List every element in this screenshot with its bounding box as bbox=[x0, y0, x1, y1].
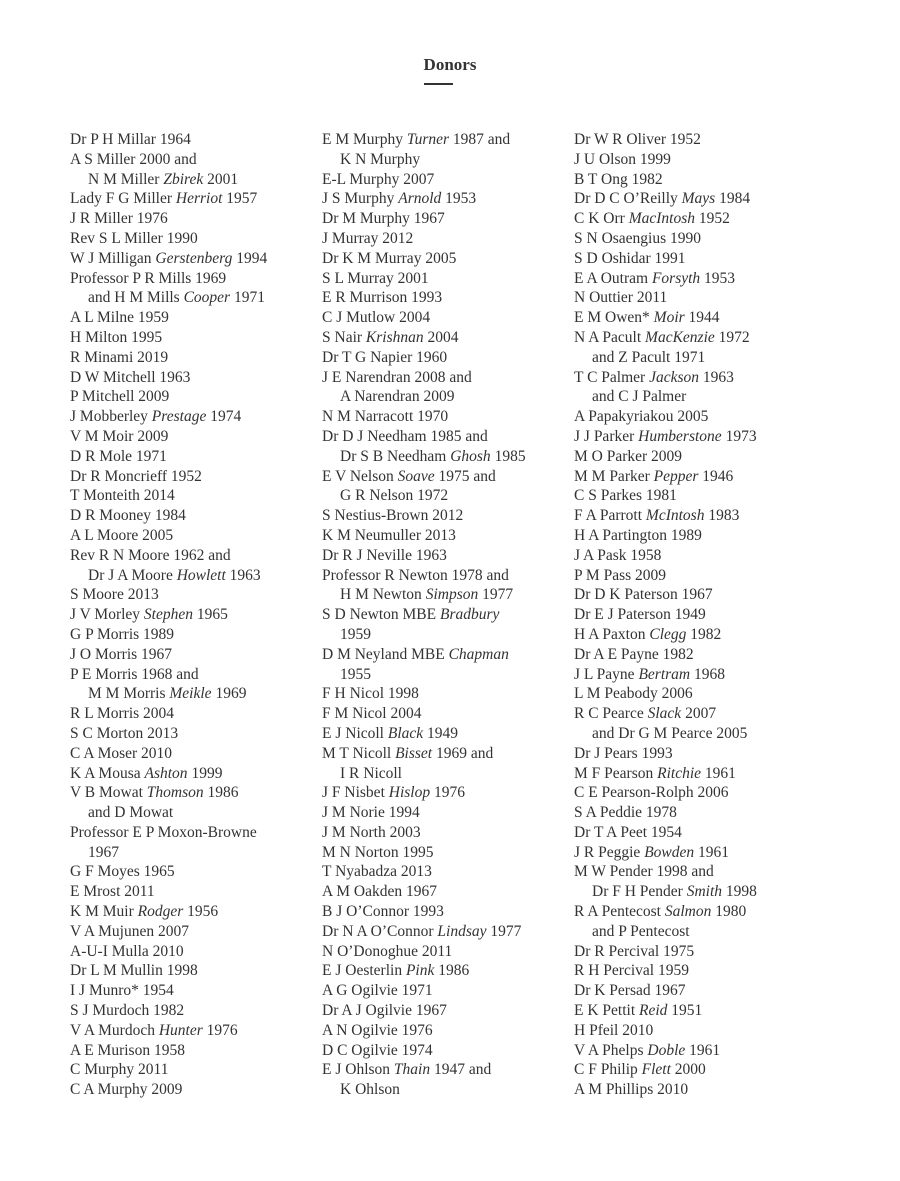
donor-entry: Dr M Murphy 1967 bbox=[322, 210, 445, 228]
donor-entry: V A Phelps Doble 1961 bbox=[574, 1041, 721, 1059]
donor-entry: Lady F G Miller Herriot 1957 bbox=[70, 190, 258, 208]
donor-entry: R L Morris 2004 bbox=[70, 705, 175, 723]
donor-entry: E J Ohlson Thain 1947 and bbox=[322, 1061, 492, 1079]
donor-entry: E K Pettit Reid 1951 bbox=[574, 1002, 703, 1020]
donor-entry-continuation: and Z Pacult 1971 bbox=[592, 348, 706, 366]
donor-column-3 bbox=[574, 130, 819, 1100]
donor-entry: N A Pacult MacKenzie 1972 bbox=[574, 328, 750, 346]
donor-entry: N O’Donoghue 2011 bbox=[322, 942, 453, 960]
donor-entry: R A Pentecost Salmon 1980 bbox=[574, 903, 747, 921]
donor-entry: S A Peddie 1978 bbox=[574, 804, 677, 822]
donor-entry: B T Ong 1982 bbox=[574, 170, 663, 188]
donor-entry: C E Pearson-Rolph 2006 bbox=[574, 784, 729, 802]
donor-entry-continuation: 1959 bbox=[340, 625, 371, 643]
donor-entry: S N Osaengius 1990 bbox=[574, 229, 702, 247]
donor-entry: D R Mole 1971 bbox=[70, 447, 167, 465]
donor-entry: M F Pearson Ritchie 1961 bbox=[574, 764, 736, 782]
donor-entry: N Outtier 2011 bbox=[574, 289, 668, 307]
donor-entry: K M Neumuller 2013 bbox=[322, 526, 456, 544]
donor-entry-continuation: G R Nelson 1972 bbox=[340, 487, 449, 505]
donor-entry-continuation: A Narendran 2009 bbox=[340, 388, 455, 406]
donor-entry: C A Murphy 2009 bbox=[70, 1081, 183, 1099]
donor-entry-continuation: and P Pentecost bbox=[592, 922, 690, 940]
donor-entry: C K Orr MacIntosh 1952 bbox=[574, 210, 730, 228]
donor-entry: B J O’Connor 1993 bbox=[322, 903, 444, 921]
donor-entry: Professor P R Mills 1969 bbox=[70, 269, 227, 287]
donor-entry: F A Parrott McIntosh 1983 bbox=[574, 507, 740, 525]
donor-entry: S D Oshidar 1991 bbox=[574, 249, 686, 267]
donor-entry: E A Outram Forsyth 1953 bbox=[574, 269, 736, 287]
donor-entry: C J Mutlow 2004 bbox=[322, 309, 431, 327]
donor-entry: Professor E P Moxon-Browne bbox=[70, 823, 257, 841]
donor-entry-continuation: and C J Palmer bbox=[592, 388, 687, 406]
donor-entry: N M Narracott 1970 bbox=[322, 408, 449, 426]
donor-entry: K A Mousa Ashton 1999 bbox=[70, 764, 223, 782]
donor-entry: Dr D C O’Reilly Mays 1984 bbox=[574, 190, 751, 208]
donor-entry: Professor R Newton 1978 and bbox=[322, 566, 509, 584]
donor-entry: A M Phillips 2010 bbox=[574, 1081, 689, 1099]
donor-entry: J M North 2003 bbox=[322, 823, 421, 841]
donor-entry-continuation: and Dr G M Pearce 2005 bbox=[592, 724, 748, 742]
donor-entry: E J Nicoll Black 1949 bbox=[322, 724, 459, 742]
donor-entry: Dr T G Napier 1960 bbox=[322, 348, 448, 366]
donor-entry: D W Mitchell 1963 bbox=[70, 368, 191, 386]
donor-entry-continuation: Dr F H Pender Smith 1998 bbox=[592, 883, 757, 901]
donor-entry: M M Parker Pepper 1946 bbox=[574, 467, 734, 485]
donor-entry: M W Pender 1998 and bbox=[574, 863, 714, 881]
donor-entry: S J Murdoch 1982 bbox=[70, 1002, 185, 1020]
donor-entry-continuation: I R Nicoll bbox=[340, 764, 402, 782]
donor-entry: F M Nicol 2004 bbox=[322, 705, 422, 723]
donor-entry: J S Murphy Arnold 1953 bbox=[322, 190, 477, 208]
donor-entry-continuation: H M Newton Simpson 1977 bbox=[340, 586, 514, 604]
donor-entry: F H Nicol 1998 bbox=[322, 685, 419, 703]
donor-entry: V A Murdoch Hunter 1976 bbox=[70, 1021, 238, 1039]
donor-entry: S Nair Krishnan 2004 bbox=[322, 328, 459, 346]
donor-entry: S L Murray 2001 bbox=[322, 269, 429, 287]
donor-entry: Dr J Pears 1993 bbox=[574, 744, 673, 762]
donor-entry: J E Narendran 2008 and bbox=[322, 368, 472, 386]
donor-entry: C Murphy 2011 bbox=[70, 1061, 169, 1079]
donor-entry: I J Munro* 1954 bbox=[70, 982, 174, 1000]
donor-entry: J J Parker Humberstone 1973 bbox=[574, 427, 757, 445]
donor-entry: J A Pask 1958 bbox=[574, 546, 662, 564]
donor-entry: M T Nicoll Bisset 1969 and bbox=[322, 744, 494, 762]
donor-entry: E V Nelson Soave 1975 and bbox=[322, 467, 496, 485]
donor-entry: Dr E J Paterson 1949 bbox=[574, 606, 706, 624]
donor-entry: G P Morris 1989 bbox=[70, 625, 175, 643]
donor-entry-continuation: N M Miller Zbirek 2001 bbox=[88, 170, 239, 188]
donor-entry: P Mitchell 2009 bbox=[70, 388, 170, 406]
donor-entry: S Moore 2013 bbox=[70, 586, 159, 604]
donor-entry: P E Morris 1968 and bbox=[70, 665, 199, 683]
donor-entry: S D Newton MBE Bradbury bbox=[322, 606, 500, 624]
donor-entry-continuation: K Ohlson bbox=[340, 1081, 400, 1099]
donor-entry: E R Murrison 1993 bbox=[322, 289, 443, 307]
donor-entry: T C Palmer Jackson 1963 bbox=[574, 368, 734, 386]
donor-entry: H A Partington 1989 bbox=[574, 526, 702, 544]
donor-entry: J V Morley Stephen 1965 bbox=[70, 606, 228, 624]
donor-column-2 bbox=[322, 130, 567, 1100]
donor-entry: Dr D K Paterson 1967 bbox=[574, 586, 713, 604]
donor-entry: A G Ogilvie 1971 bbox=[322, 982, 433, 1000]
donor-entry: E M Owen* Moir 1944 bbox=[574, 309, 720, 327]
donor-entry: R H Percival 1959 bbox=[574, 962, 689, 980]
donor-entry: E J Oesterlin Pink 1986 bbox=[322, 962, 470, 980]
donor-entry: H A Paxton Clegg 1982 bbox=[574, 625, 722, 643]
donor-entry: R Minami 2019 bbox=[70, 348, 169, 366]
donor-entry: C S Parkes 1981 bbox=[574, 487, 677, 505]
donor-entry-continuation: Dr J A Moore Howlett 1963 bbox=[88, 566, 261, 584]
donor-entry: Dr T A Peet 1954 bbox=[574, 823, 682, 841]
title-underline bbox=[424, 83, 453, 85]
donor-entry-continuation: M M Morris Meikle 1969 bbox=[88, 685, 247, 703]
donor-entry: Dr A J Ogilvie 1967 bbox=[322, 1002, 447, 1020]
donor-entry: H Milton 1995 bbox=[70, 328, 163, 346]
donor-entry: W J Milligan Gerstenberg 1994 bbox=[70, 249, 268, 267]
donor-entry: J Mobberley Prestage 1974 bbox=[70, 408, 242, 426]
donor-entry: J L Payne Bertram 1968 bbox=[574, 665, 725, 683]
donor-entry-continuation: Dr S B Needham Ghosh 1985 bbox=[340, 447, 526, 465]
donor-entry: D M Neyland MBE Chapman bbox=[322, 645, 509, 663]
donor-entry: K M Muir Rodger 1956 bbox=[70, 903, 219, 921]
donor-entry: R C Pearce Slack 2007 bbox=[574, 705, 717, 723]
donor-entry: Dr A E Payne 1982 bbox=[574, 645, 694, 663]
donor-entry: V B Mowat Thomson 1986 bbox=[70, 784, 239, 802]
donor-entry: S C Morton 2013 bbox=[70, 724, 179, 742]
donor-entry: Dr N A O’Connor Lindsay 1977 bbox=[322, 922, 522, 940]
donor-entry: A L Moore 2005 bbox=[70, 526, 174, 544]
donor-entry: Dr K Persad 1967 bbox=[574, 982, 686, 1000]
donor-entry: T Monteith 2014 bbox=[70, 487, 175, 505]
donor-entry: Dr R Percival 1975 bbox=[574, 942, 695, 960]
donor-entry: A L Milne 1959 bbox=[70, 309, 169, 327]
donor-entry: J R Miller 1976 bbox=[70, 210, 168, 228]
donor-entry: J O Morris 1967 bbox=[70, 645, 173, 663]
donor-entry: Dr R J Neville 1963 bbox=[322, 546, 447, 564]
donor-entry: Dr R Moncrieff 1952 bbox=[70, 467, 202, 485]
donor-entry: M O Parker 2009 bbox=[574, 447, 683, 465]
donor-entry: J U Olson 1999 bbox=[574, 150, 671, 168]
donor-entry: J M Norie 1994 bbox=[322, 804, 420, 822]
donor-entry: Dr L M Mullin 1998 bbox=[70, 962, 198, 980]
donor-entry: C F Philip Flett 2000 bbox=[574, 1061, 706, 1079]
donor-entry: H Pfeil 2010 bbox=[574, 1021, 654, 1039]
donor-entry-continuation: and D Mowat bbox=[88, 804, 174, 822]
donor-entry: J F Nisbet Hislop 1976 bbox=[322, 784, 465, 802]
donor-entry: E M Murphy Turner 1987 and bbox=[322, 131, 511, 148]
donor-entry: Rev S L Miller 1990 bbox=[70, 229, 198, 247]
donor-entry: V A Mujunen 2007 bbox=[70, 922, 189, 940]
donor-entry-continuation: 1967 bbox=[88, 843, 119, 861]
donor-entry: Dr D J Needham 1985 and bbox=[322, 427, 488, 445]
donor-entry: A N Ogilvie 1976 bbox=[322, 1021, 433, 1039]
donor-entry-continuation: 1955 bbox=[340, 665, 371, 683]
donor-entry: Rev R N Moore 1962 and bbox=[70, 546, 231, 564]
donor-entry: Dr P H Millar 1964 bbox=[70, 131, 191, 148]
donor-entry: V M Moir 2009 bbox=[70, 427, 169, 445]
donor-entry: L M Peabody 2006 bbox=[574, 685, 693, 703]
donor-entry: J R Peggie Bowden 1961 bbox=[574, 843, 729, 861]
donor-entry: E-L Murphy 2007 bbox=[322, 170, 435, 188]
donor-entry: D R Mooney 1984 bbox=[70, 507, 186, 525]
donor-entry: M N Norton 1995 bbox=[322, 843, 434, 861]
donor-entry-continuation: and H M Mills Cooper 1971 bbox=[88, 289, 265, 307]
donor-entry: P M Pass 2009 bbox=[574, 566, 667, 584]
donor-entry: E Mrost 2011 bbox=[70, 883, 155, 901]
donor-entry: S Nestius-Brown 2012 bbox=[322, 507, 464, 525]
donor-entry: A S Miller 2000 and bbox=[70, 150, 197, 168]
donor-entry: C A Moser 2010 bbox=[70, 744, 173, 762]
page-title: Donors bbox=[423, 55, 477, 74]
donor-entry: G F Moyes 1965 bbox=[70, 863, 175, 881]
donor-entry: A Papakyriakou 2005 bbox=[574, 408, 709, 426]
donor-entry: Dr K M Murray 2005 bbox=[322, 249, 457, 267]
donor-entry: Dr W R Oliver 1952 bbox=[574, 131, 701, 148]
donor-entry: D C Ogilvie 1974 bbox=[322, 1041, 433, 1059]
donor-entry: A M Oakden 1967 bbox=[322, 883, 437, 901]
donor-entry-continuation: K N Murphy bbox=[340, 150, 421, 168]
donor-entry: A E Murison 1958 bbox=[70, 1041, 185, 1059]
donor-entry: J Murray 2012 bbox=[322, 229, 414, 247]
donor-entry: T Nyabadza 2013 bbox=[322, 863, 432, 881]
donor-column-1 bbox=[70, 130, 315, 1100]
donor-entry: A-U-I Mulla 2010 bbox=[70, 942, 184, 960]
